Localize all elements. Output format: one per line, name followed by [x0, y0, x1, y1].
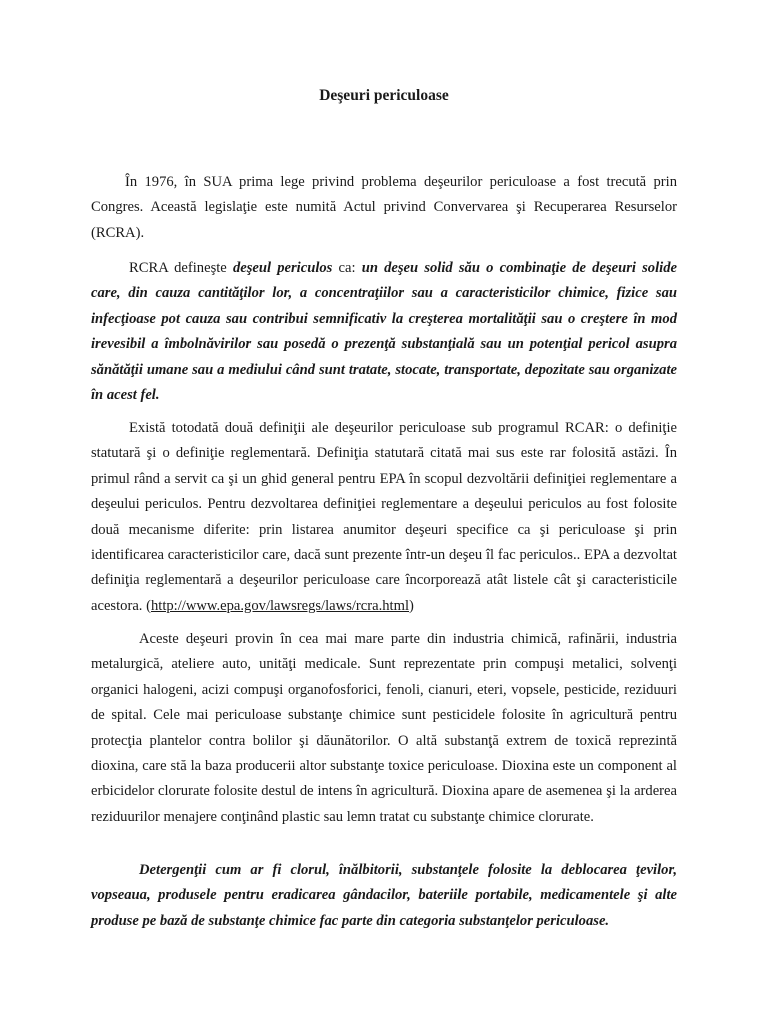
paragraph-definitions — [91, 416, 677, 619]
epa-rcra-link[interactable]: http://www.epa.gov/lawsregs/laws/rcra.html — [150, 597, 410, 614]
paragraph-rcra-definition — [91, 256, 677, 408]
definition-lead: RCRA defineşte — [129, 260, 233, 276]
definitions-text: Există totodată două definiţii ale deşeurilor periculoase sub programul RCAR: o definiţie statutară şi o definiţie reglementară. Definiţia statutară citată mai sus este rar folosită astăzi. În primul rând a servit ca şi un ghid general pentru EPA în scopul dezvoltării definiţiei reglementare a deşeului periculos. Pentru dezvoltarea definiţiei reglementare a deşeului periculos au fost folosite două mecanisme diferite: prin listarea anumitor deşeuri specifice ca şi periculoase şi prin identificarea caracteristicilor care, dacă sunt prezente într-un deşeu îl fac periculos.. EPA a dezvoltat definiţia reglementară a deşeurilor periculoase care încorporează atât listele cât şi caracteristicile acestora. ( — [91, 420, 677, 614]
document-title: Deşeuri periculoase — [319, 87, 449, 104]
paragraph-detergents: Detergenţii cum ar fi clorul, înălbitorii, substanţele folosite la deblocarea ţevilor, vopseaua, produsele pentru eradicarea gândacilor, bateriile portabile, medicamentele şi alte produse pe bază de substanţe chimice fac parte din categoria substanţelor periculoase. — [91, 862, 677, 929]
definitions-close: ) — [409, 597, 414, 614]
paragraph-sources: Aceste deşeuri provin în cea mai mare parte din industria chimică, rafinării, industria metalurgică, ateliere auto, unităţi medicale. Sunt reprezentate prin compuşi metalici, solvenţi organici halogeni, acizi compuşi organofosforici, fenoli, cianuri, eteri, vopsele, pesticide, reziduuri de spital. Cele mai periculoase substanţe chimice sunt pesticidele folosite în agricultură pentru protecţia plantelor contra bolilor şi dăunătorilor. O altă substanţă extrem de toxică reprezintă dioxina, care stă la baza producerii altor substanţe toxice periculoase. Dioxina este un component al erbicidelor clorurate folosite destul de intens în agricultură. Dioxina apare de asemenea şi la arderea reziduurilor menajere conţinând plastic sau lemn tratat cu substanţe chimice clorurate. — [91, 631, 677, 825]
definition-text: un deşeu solid său o combinaţie de deşeuri solide care, din cauza cantităţilor lor, a concentraţiilor sau a caracteristicilor chimice, fizice sau infecţioase pot cauza sau contribui semnificativ la creşterea mortalităţii sau o creştere în mod irevesibil a îmbolnăvirilor sau posedă o prezenţă substanţială sau un potenţial pericol asupra sănătăţii umane sau a mediului când sunt tratate, stocate, transportate, depozitate sau organizate în acest fel. — [91, 260, 677, 404]
paragraph-rcra-history: În 1976, în SUA prima lege privind problema deşeurilor periculoase a fost trecută prin Congres. Această legislaţie este numită Actul privind Convervarea şi Recuperarea Resurselor (RCRA). — [91, 174, 677, 241]
defined-term: deşeul periculos — [232, 260, 333, 276]
definition-connector: ca: — [332, 260, 362, 276]
